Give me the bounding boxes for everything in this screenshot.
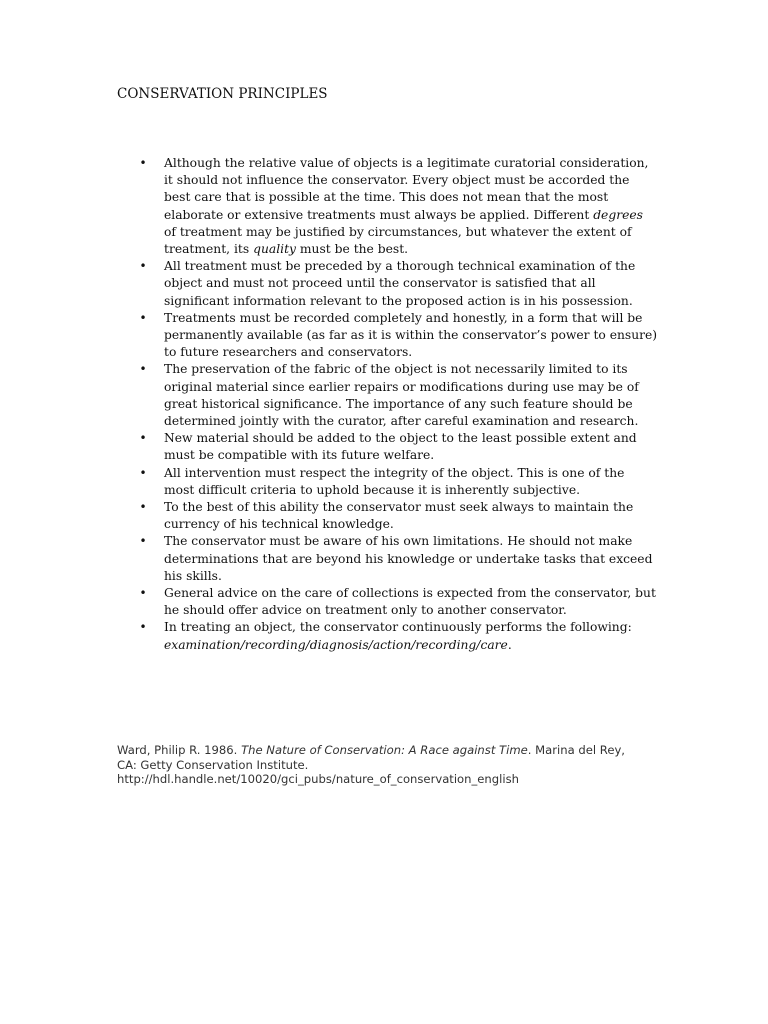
principle-item xyxy=(138,533,658,585)
principle-item xyxy=(138,310,658,362)
principle-text-run: . xyxy=(507,637,512,652)
bullet-icon: • xyxy=(139,156,147,170)
citation-publisher-part1: . Marina del Rey, xyxy=(527,743,625,757)
principle-text-run: All intervention must respect the integrity of the object. This is one of the most difficult criteria to uphold because it is inherently subjective. xyxy=(164,465,625,497)
principle-emphasis: examination/recording/diagnosis/action/recording/care xyxy=(164,637,508,652)
citation-line-1 xyxy=(117,743,657,758)
principle-item xyxy=(138,619,658,653)
principle-item xyxy=(138,258,658,310)
bullet-icon: • xyxy=(139,500,147,515)
bullet-icon: • xyxy=(139,362,147,377)
principle-text xyxy=(164,586,656,617)
principle-text-run: The conservator must be aware of his own limitations. He should not make determinations that are beyond his knowledge or undertake tasks that exceed his skills. xyxy=(164,534,653,583)
principle-text xyxy=(164,431,637,462)
bullet-icon: • xyxy=(139,310,147,325)
citation-publisher: CA: Getty Conservation Institute. xyxy=(117,757,309,772)
principle-text-run: In treating an object, the conservator continuously performs the following: xyxy=(164,620,632,635)
citation-author-year: Ward, Philip R. 1986. xyxy=(117,743,242,757)
principle-text xyxy=(164,534,652,582)
principle-text-run: must be the best. xyxy=(295,242,409,257)
principle-text xyxy=(164,466,624,497)
document-title: CONSERVATION PRINCIPLES xyxy=(117,86,328,102)
principle-item xyxy=(138,465,658,499)
principle-text xyxy=(164,156,648,256)
bullet-icon: • xyxy=(139,465,147,480)
principle-text xyxy=(164,362,639,428)
principle-text-run: The preservation of the fabric of the object is not necessarily limited to its original material since earlier repairs or modifications during use may be of great historical significance. The importance of any such feature should be determined jointly with the curator, after careful examination and research. xyxy=(164,362,639,429)
principle-text xyxy=(164,311,657,359)
principles-list xyxy=(138,155,658,654)
principle-emphasis: quality xyxy=(253,242,296,257)
bullet-icon: • xyxy=(139,586,147,601)
principle-text xyxy=(164,500,633,531)
citation-book-title: The Nature of Conservation: A Race against Time xyxy=(241,743,528,757)
principle-text-run: New material should be added to the object to the least possible extent and must be compatible with its future welfare. xyxy=(164,431,637,463)
bullet-icon: • xyxy=(139,620,147,635)
principle-item xyxy=(138,361,658,430)
principle-text-run: Although the relative value of objects is a legitimate curatorial consideration, it should not influence the conservator. Every object must be accorded the best care that is possible at the time. This does not mean that the most elaborate or extensive treatments must always be applied. Different xyxy=(164,156,649,222)
citation xyxy=(117,743,657,787)
bullet-icon: • xyxy=(139,534,147,549)
principle-text xyxy=(164,259,635,307)
principle-item xyxy=(138,430,658,464)
bullet-icon: • xyxy=(139,431,147,446)
principle-item xyxy=(138,155,658,258)
principle-text-run: of treatment may be justified by circumstances, but whatever the extent of treatment, its xyxy=(164,224,632,257)
principle-emphasis: degrees xyxy=(593,207,643,222)
bullet-icon: • xyxy=(139,259,147,274)
principle-item xyxy=(138,499,658,533)
principle-text-run: Treatments must be recorded completely and honestly, in a form that will be permanently available (as far as it is within the conservator’s power to ensure) to future researchers and conservators. xyxy=(164,310,658,360)
principle-item xyxy=(138,585,658,619)
principle-text xyxy=(164,620,632,651)
citation-url: http://hdl.handle.net/10020/gci_pubs/nature_of_conservation_english xyxy=(117,772,519,786)
principle-text-run: General advice on the care of collections is expected from the conservator, but he should offer advice on treatment only to another conservator. xyxy=(164,586,656,618)
principle-text-run: All treatment must be preceded by a thorough technical examination of the object and must not proceed until the conservator is satisfied that all significant information relevant to the proposed action is in his possession. xyxy=(164,259,636,308)
principle-text-run: To the best of this ability the conservator must seek always to maintain the currency of his technical knowledge. xyxy=(164,500,634,532)
